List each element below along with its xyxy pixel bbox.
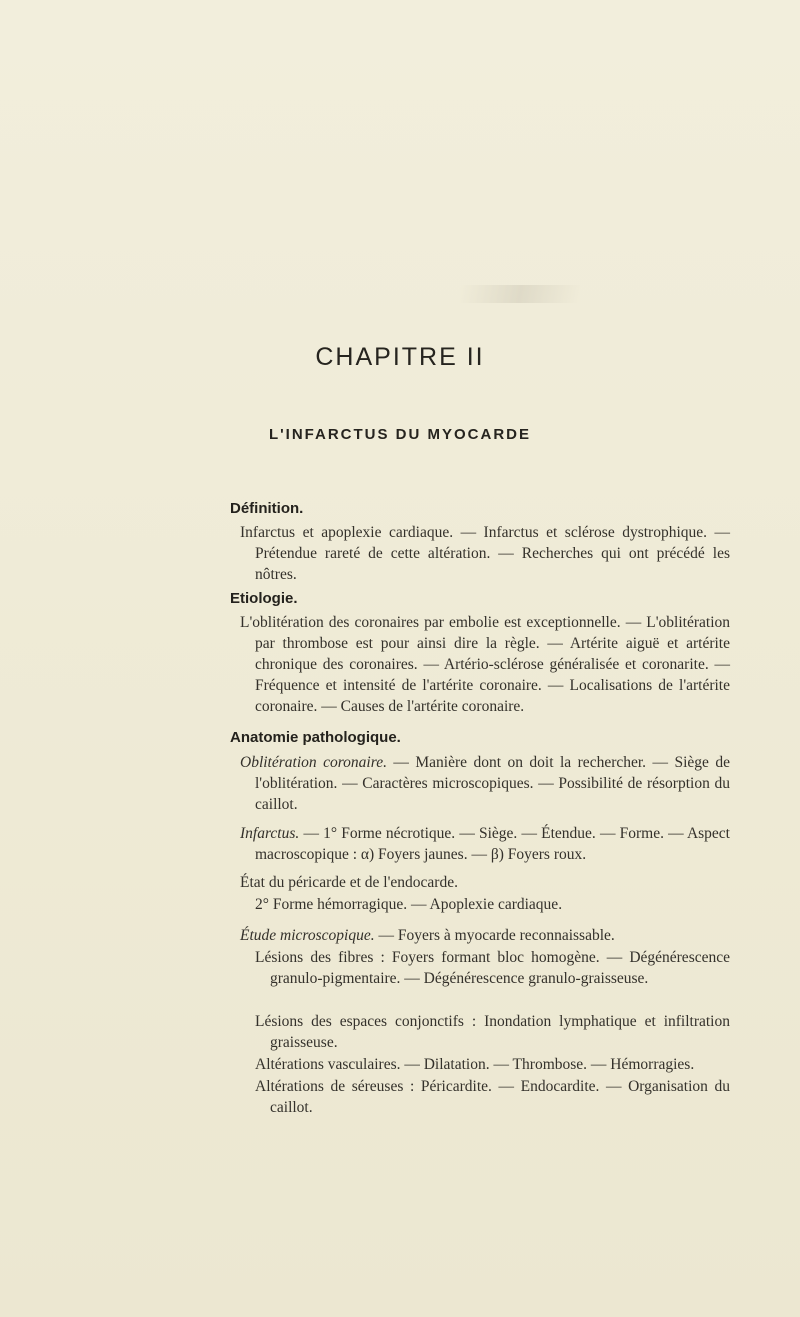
lesions-fibres-text: Lésions des fibres : Foyers formant bloc homogène. — Dégénérescence granulo-pigmentaire. — Dégénérescence granulo-graisseuse.	[255, 949, 730, 987]
forme2-paragraph	[240, 894, 730, 915]
lesions-espaces-wrap	[240, 1011, 730, 1053]
infarctus-title: Infarctus.	[240, 825, 300, 842]
etude-text: — Foyers à myocarde reconnaissable.	[374, 927, 615, 944]
alterations-ser-text: Altérations de séreuses : Péricardite. — Endocardite. — Organisation du caillot.	[255, 1078, 730, 1116]
etude-title: Étude microscopique.	[240, 927, 375, 944]
etat-paragraph	[240, 872, 730, 893]
definition-text: Infarctus et apoplexie cardiaque. — Infarctus et sclérose dystrophique. — Prétendue rareté de cette altération. — Recherches qui ont précédé les nôtres.	[240, 524, 730, 583]
etude-paragraph	[240, 925, 730, 946]
alterations-ser-wrap	[240, 1076, 730, 1118]
chapter-title: CHAPITRE II	[315, 343, 485, 371]
lesions-fibres-wrap	[240, 947, 730, 989]
anatomie-heading: Anatomie pathologique.	[230, 729, 401, 746]
etat-text: État du péricarde et de l'endocarde.	[240, 874, 458, 891]
paper-smudge	[460, 285, 580, 303]
lesions-espaces-text: Lésions des espaces conjonctifs : Inondation lymphatique et infiltration graisseuse.	[255, 1013, 730, 1051]
chapter-subtitle: L'INFARCTUS DU MYOCARDE	[268, 426, 532, 443]
forme2-text: 2° Forme hémorragique. — Apoplexie cardiaque.	[255, 896, 563, 913]
obliteration-block	[240, 752, 730, 815]
definition-heading: Définition.	[230, 500, 304, 517]
infarctus-text: — 1° Forme nécrotique. — Siège. — Étendue. — Forme. — Aspect macroscopique : α) Foyers jaunes. — β) Foyers roux.	[255, 825, 730, 863]
definition-paragraph	[240, 522, 730, 585]
alterations-vasc-paragraph	[240, 1054, 730, 1075]
obliteration-paragraph	[240, 752, 730, 815]
etude-block	[240, 927, 615, 944]
obliteration-title: Oblitération coronaire.	[240, 754, 387, 771]
etiologie-heading: Etiologie.	[230, 590, 298, 607]
alterations-vasc-text: Altérations vasculaires. — Dilatation. — Thrombose. — Hémorragies.	[255, 1056, 695, 1073]
etiologie-text: L'oblitération des coronaires par embolie est exceptionnelle. — L'oblitération par thrombose est pour ainsi dire la règle. — Artérite aiguë et artérite chronique des coronaires. — Artério-sclérose généralisée et coronarite. — Fréquence et intensité de l'artérite coronaire. — Localisations de l'artérite coronaire. — Causes de l'artérite coronaire.	[240, 614, 730, 715]
infarctus-paragraph	[240, 823, 730, 865]
lesions-espaces-paragraph	[240, 1011, 730, 1053]
alterations-ser-paragraph	[240, 1076, 730, 1118]
lesions-fibres-paragraph	[240, 947, 730, 989]
infarctus-block	[240, 823, 730, 865]
obliteration-text: — Manière dont on doit la rechercher. — Siège de l'oblitération. — Caractères microscopiques. — Possibilité de résorption du caillot.	[255, 754, 730, 813]
etiologie-paragraph	[240, 612, 730, 717]
